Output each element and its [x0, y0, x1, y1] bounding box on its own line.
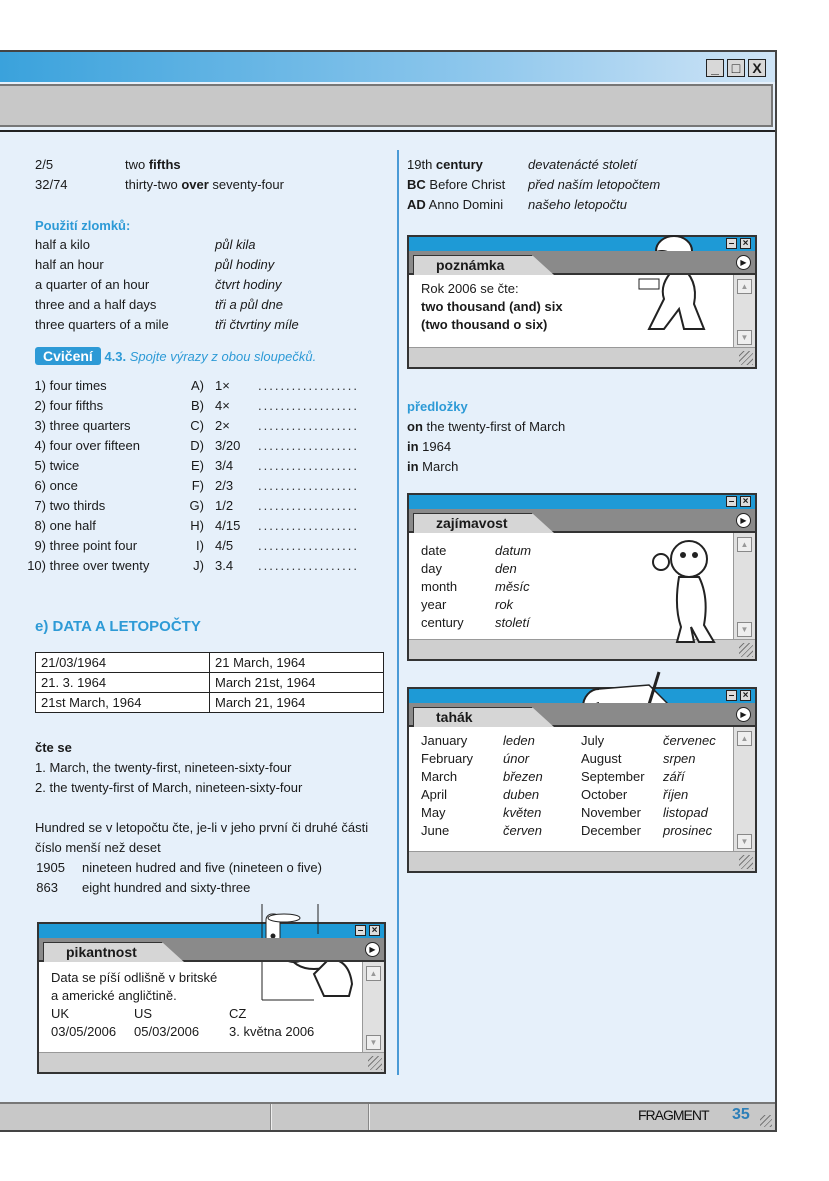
minimize-icon[interactable]: –	[726, 690, 737, 701]
month-english: July	[581, 733, 605, 748]
usage-english: three quarters of a mile	[35, 317, 169, 332]
exercise-letter: H)	[190, 518, 204, 533]
vocab-english: date	[421, 543, 447, 558]
panel-text: a americké angličtině.	[51, 988, 177, 1003]
exercise-value: 2/3	[215, 478, 234, 493]
scrollbar[interactable]: ▲ ▼	[362, 962, 384, 1054]
resize-grip[interactable]	[760, 1115, 772, 1127]
answer-blank[interactable]: ..................	[258, 538, 360, 553]
close-icon[interactable]: ×	[369, 925, 380, 936]
year: 863	[36, 880, 58, 895]
exercise-item: 6) once	[34, 478, 78, 493]
exercise-value: 2×	[215, 418, 230, 433]
exercise-letter: D)	[190, 438, 204, 453]
read-line: 2. the twenty-first of March, nineteen-sixty-four	[35, 780, 303, 795]
scrollbar[interactable]: ▲ ▼	[733, 727, 755, 853]
text: Before Christ	[425, 177, 506, 192]
play-icon[interactable]: ▶	[365, 942, 380, 957]
month-czech: říjen	[663, 787, 689, 802]
tab-poznamka[interactable]: poznámka	[413, 255, 533, 275]
panel-text: Data se píší odlišně v britské	[51, 970, 218, 985]
month-czech: únor	[503, 751, 530, 766]
text: fifths	[148, 157, 181, 172]
read-heading: čte se	[35, 740, 72, 755]
year-reading: nineteen hudred and five (nineteen o five)	[82, 860, 322, 875]
exercise-item: 8) one half	[34, 518, 96, 533]
year-reading: eight hundred and sixty-three	[82, 880, 251, 895]
exercise-letter: J)	[193, 558, 204, 573]
month-czech: srpen	[663, 751, 696, 766]
fraction: 2/5	[35, 157, 54, 172]
panel-text: Rok 2006 se čte:	[421, 281, 519, 296]
month-english: February	[421, 751, 474, 766]
answer-blank[interactable]: ..................	[258, 478, 360, 493]
exercise-letter: C)	[190, 418, 204, 433]
text: seventy-four	[208, 177, 284, 192]
maximize-button[interactable]: □	[727, 59, 745, 77]
month-english: January	[421, 733, 468, 748]
month-czech: prosinec	[663, 823, 713, 838]
exercise-item: 7) two thirds	[34, 498, 106, 513]
month-english: April	[421, 787, 448, 802]
month-czech: březen	[503, 769, 543, 784]
exercise-value: 3/20	[215, 438, 241, 453]
minimize-icon[interactable]: –	[355, 925, 366, 936]
panel-text: two thousand (and) six	[421, 299, 563, 314]
panel-text: (two thousand o six)	[421, 317, 548, 332]
answer-blank[interactable]: ..................	[258, 518, 360, 533]
answer-blank[interactable]: ..................	[258, 438, 360, 453]
month-czech: červen	[503, 823, 543, 838]
resize-grip[interactable]	[368, 1056, 382, 1070]
poznamka-panel	[407, 235, 757, 369]
text: Anno Domini	[425, 197, 504, 212]
exercise-item: 1) four times	[34, 378, 107, 393]
exercise-letter: F)	[191, 478, 204, 493]
exercise-value: 4×	[215, 398, 230, 413]
exercise-value: 1/2	[215, 498, 234, 513]
date-table	[35, 652, 384, 713]
exercise-letter: G)	[189, 498, 204, 513]
text: 21/03/1964	[36, 653, 210, 673]
text: 21st March, 1964	[36, 693, 210, 713]
month-english: October	[581, 787, 628, 802]
text: 03/05/2006	[51, 1024, 117, 1039]
answer-blank[interactable]: ..................	[258, 458, 360, 473]
scrollbar[interactable]: ▲ ▼	[733, 533, 755, 641]
waving-man-illustration	[649, 537, 729, 647]
exercise-value: 3.4	[215, 558, 234, 573]
text: two	[125, 157, 149, 172]
vocab-czech: datum	[495, 543, 532, 558]
exercise-item: 2) four fifths	[34, 398, 104, 413]
usage-english: a quarter of an hour	[35, 277, 150, 292]
month-english: March	[421, 769, 458, 784]
divider	[0, 130, 775, 132]
vocab-czech: měsíc	[495, 579, 530, 594]
minimize-icon[interactable]: –	[726, 496, 737, 507]
exercise-letter: B)	[191, 398, 204, 413]
vocab-english: month	[421, 579, 458, 594]
text: over	[181, 177, 209, 192]
month-english: November	[581, 805, 641, 820]
era-czech: před naším letopočtem	[528, 177, 661, 192]
writing-man-illustration	[634, 229, 724, 339]
month-czech: listopad	[663, 805, 708, 820]
exercise-value: 3/4	[215, 458, 234, 473]
text: March	[418, 459, 459, 474]
tahak-panel	[407, 687, 757, 873]
month-czech: leden	[503, 733, 535, 748]
resize-grip[interactable]	[739, 855, 753, 869]
pikantnost-panel	[37, 922, 386, 1074]
title-bar	[0, 52, 775, 82]
month-english: December	[581, 823, 641, 838]
exercise-letter: E)	[191, 458, 204, 473]
section-heading: e) DATA A LETOPOČTY	[35, 618, 201, 635]
answer-blank[interactable]: ..................	[258, 558, 360, 573]
fraction-row	[35, 177, 68, 192]
tab-tahak[interactable]: tahák	[413, 707, 533, 727]
text: in	[407, 439, 419, 454]
year: 1905	[36, 860, 65, 875]
era-czech: našeho letopočtu	[528, 197, 628, 212]
text: 3. května 2006	[229, 1024, 315, 1039]
exercise-badge: Cvičení	[35, 347, 101, 365]
minimize-icon[interactable]: –	[726, 238, 737, 249]
page-number: 35	[732, 1106, 750, 1123]
text: 21 March, 1964	[210, 653, 384, 673]
vocab-english: century	[421, 615, 464, 630]
column-divider	[397, 150, 399, 1075]
exercise-item: 5) twice	[34, 458, 80, 473]
read-line: 1. March, the twenty-first, nineteen-sixty-four	[35, 760, 292, 775]
preposition-example	[407, 419, 565, 434]
exercise-number: 4.3.	[104, 349, 127, 364]
text: US	[134, 1006, 153, 1021]
text: on	[407, 419, 423, 434]
table-row	[36, 673, 384, 693]
table-row	[36, 693, 384, 713]
era-czech: devatenácté století	[528, 157, 638, 172]
close-icon[interactable]: ×	[740, 238, 751, 249]
text: 19th	[407, 157, 436, 172]
usage-heading: Použití zlomků:	[35, 218, 131, 233]
text: CZ	[229, 1006, 247, 1021]
exercise-item: 10) three over twenty	[27, 558, 150, 573]
text: thirty-two	[125, 177, 182, 192]
usage-english: half an hour	[35, 257, 104, 272]
usage-czech: tři a půl dne	[215, 297, 283, 312]
resize-grip[interactable]	[739, 351, 753, 365]
usage-czech: tři čtvrtiny míle	[215, 317, 299, 332]
preposition-example	[407, 459, 458, 474]
vocab-czech: rok	[495, 597, 514, 612]
exercise-letter: I)	[196, 538, 204, 553]
hundred-note: Hundred se v letopočtu čte, je-li v jeho první či druhé části	[35, 820, 369, 835]
answer-blank[interactable]: ..................	[258, 498, 360, 513]
tab-zajimavost[interactable]: zajímavost	[413, 513, 533, 533]
fraction-row	[35, 157, 53, 172]
usage-english: three and a half days	[35, 297, 157, 312]
scrollbar[interactable]: ▲ ▼	[733, 275, 755, 349]
exercise-item: 4) four over fifteen	[34, 438, 140, 453]
preposition-example	[407, 439, 451, 454]
month-czech: květen	[503, 805, 542, 820]
exercise-value: 1×	[215, 378, 230, 393]
exercise-value: 4/15	[215, 518, 241, 533]
minimize-button[interactable]: _	[706, 59, 724, 77]
usage-english: half a kilo	[35, 237, 90, 252]
status-bar	[0, 1102, 775, 1130]
text: the twenty-first of March	[422, 419, 566, 434]
zajimavost-panel	[407, 493, 757, 661]
answer-blank[interactable]: ..................	[258, 378, 360, 393]
close-button[interactable]: X	[748, 59, 766, 77]
month-czech: září	[663, 769, 685, 784]
text: 32/74	[35, 177, 68, 192]
month-czech: duben	[503, 787, 540, 802]
era-term	[407, 197, 503, 212]
usage-czech: čtvrt hodiny	[215, 277, 282, 292]
exercise-header	[35, 348, 316, 364]
fraction-reading	[125, 157, 181, 172]
exercise-item: 3) three quarters	[34, 418, 131, 433]
table-row	[36, 653, 384, 673]
text: March 21, 1964	[210, 693, 384, 713]
era-term	[407, 177, 505, 192]
close-icon[interactable]: ×	[740, 496, 751, 507]
exercise-letter: A)	[191, 378, 204, 393]
close-icon[interactable]: ×	[740, 690, 751, 701]
text: 05/03/2006	[134, 1024, 200, 1039]
tab-pikantnost[interactable]: pikantnost	[43, 942, 163, 962]
play-icon[interactable]: ▶	[736, 513, 751, 528]
vocab-english: day	[421, 561, 442, 576]
vocab-english: year	[421, 597, 447, 612]
era-term	[407, 157, 483, 172]
toolbar	[0, 84, 773, 127]
play-icon[interactable]: ▶	[736, 255, 751, 270]
month-english: September	[581, 769, 645, 784]
month-english: June	[421, 823, 450, 838]
month-czech: červenec	[663, 733, 716, 748]
answer-blank[interactable]: ..................	[258, 418, 360, 433]
usage-czech: půl hodiny	[215, 257, 275, 272]
text: March 21st, 1964	[210, 673, 384, 693]
usage-czech: půl kila	[215, 237, 256, 252]
exercise-instruction: Spojte výrazy z obou sloupečků.	[129, 349, 317, 364]
exercise-item: 9) three point four	[34, 538, 138, 553]
text: century	[435, 157, 483, 172]
resize-grip[interactable]	[739, 643, 753, 657]
exercise-value: 4/5	[215, 538, 234, 553]
text: AD	[407, 197, 426, 212]
text: BC	[407, 177, 426, 192]
text: UK	[51, 1006, 70, 1021]
play-icon[interactable]: ▶	[736, 707, 751, 722]
fraction-reading	[125, 177, 284, 192]
text: 21. 3. 1964	[36, 673, 210, 693]
text: in	[407, 459, 419, 474]
month-english: May	[421, 805, 446, 820]
predlozky-heading: předložky	[407, 399, 468, 414]
fragment-logo: FRAGMENT	[638, 1107, 709, 1123]
answer-blank[interactable]: ..................	[258, 398, 360, 413]
hundred-note: číslo menší než deset	[35, 840, 161, 855]
text: 1964	[418, 439, 452, 454]
month-english: August	[581, 751, 622, 766]
vocab-czech: století	[495, 615, 530, 630]
vocab-czech: den	[495, 561, 517, 576]
